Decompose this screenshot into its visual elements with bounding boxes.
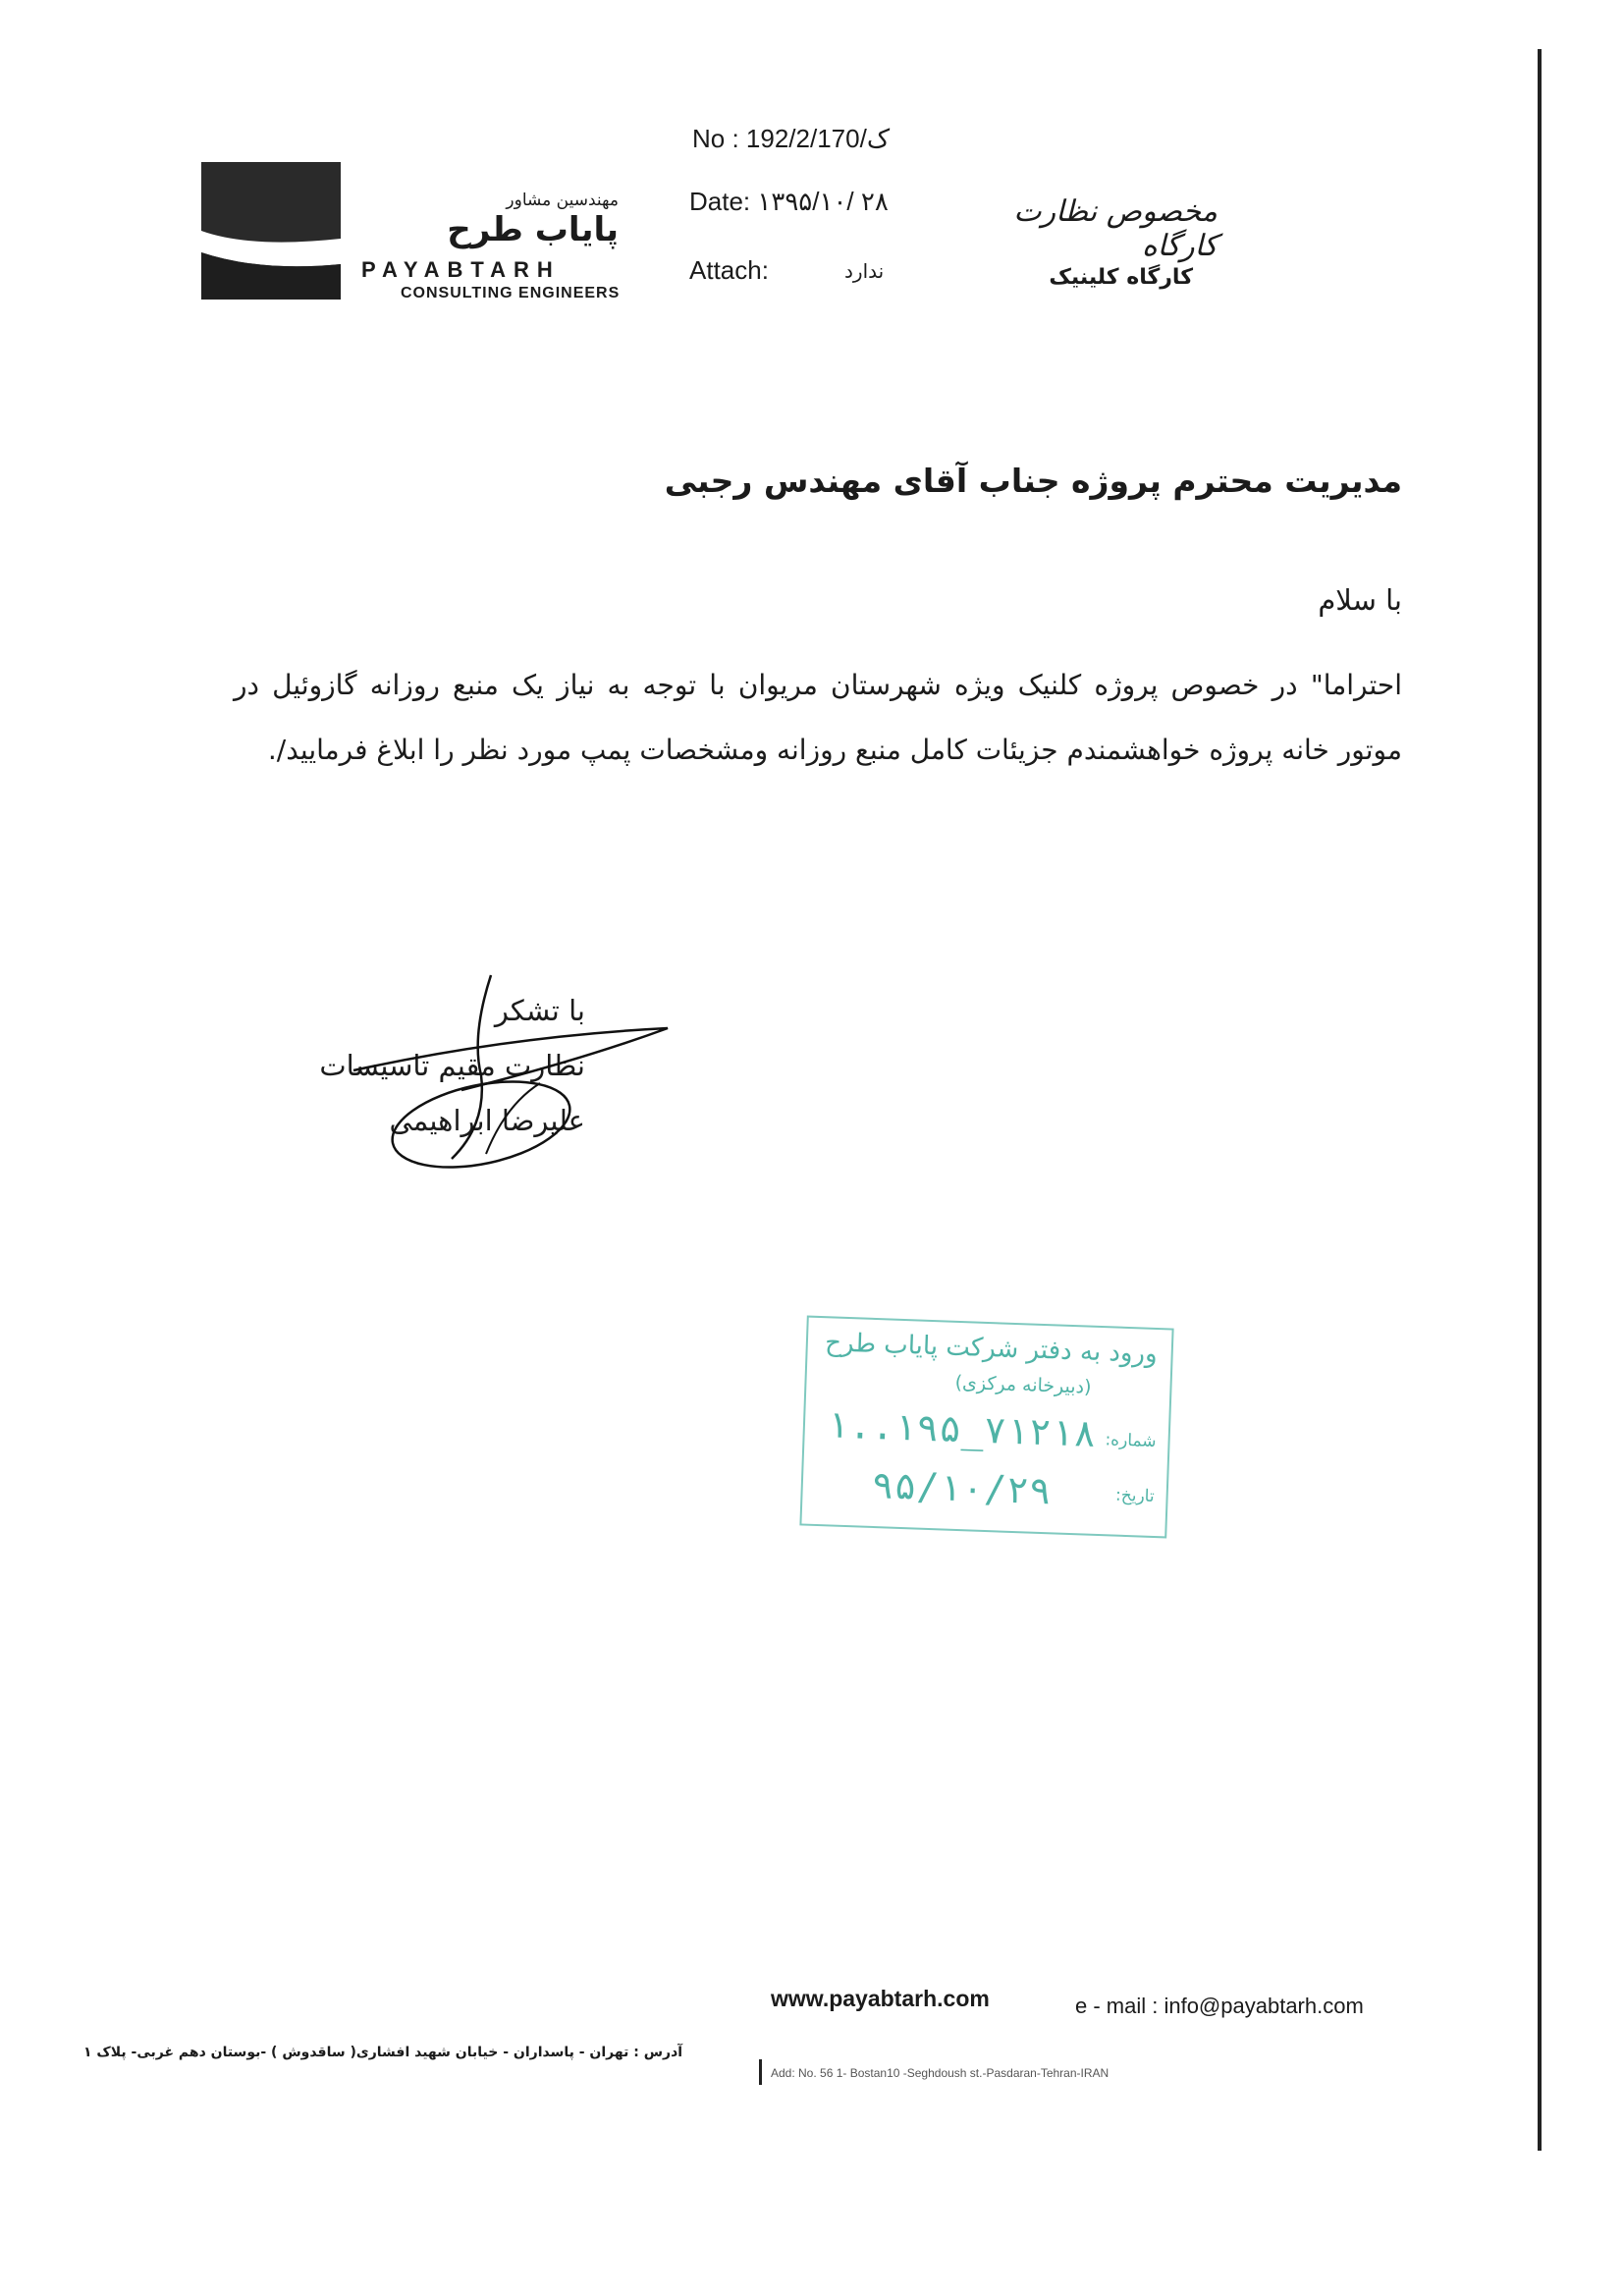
- letter-number-value: 192/2/ک/170: [745, 124, 891, 153]
- page-edge-line: [1538, 49, 1542, 2151]
- confidential-note: مخصوص نظارت کارگاه: [1013, 194, 1218, 263]
- footer-website: www.payabtarh.com: [771, 1986, 990, 2011]
- firm-subtitle-fa: مهندسین مشاور: [506, 191, 619, 210]
- stamp-date-value: ۹۵/۱۰/۲۹: [871, 1462, 1053, 1513]
- letter-attach-value: ندارد: [844, 259, 885, 283]
- company-logo: [201, 162, 341, 300]
- signature-closing: با تشکر: [494, 994, 585, 1027]
- stamp-date-label: تاریخ:: [1114, 1485, 1155, 1506]
- firm-name-en: PAYABTARH: [361, 257, 561, 282]
- signature-title: نظارت مقیم تاسیسات: [319, 1049, 585, 1082]
- footer-separator: [759, 2059, 762, 2085]
- signature-name: علیرضا ابراهیمی: [389, 1104, 585, 1137]
- footer-email: e - mail : info@payabtarh.com: [1075, 1994, 1364, 2018]
- reception-stamp: [799, 1316, 1173, 1539]
- letter-number: [692, 124, 890, 154]
- handwritten-signature: [334, 967, 687, 1174]
- letter-attach-label: Attach:: [689, 255, 769, 285]
- stamp-title: ورود به دفتر شرکت پایاب طرح: [824, 1328, 1159, 1370]
- greeting: با سلام: [1318, 583, 1402, 617]
- firm-name-fa: پایاب طرح: [447, 210, 619, 249]
- letter-paragraph: احتراما" در خصوص پروژه کلنیک ویژه شهرستان مریوان با توجه به نیاز یک منبع روزانه گازوئیل در موتور خانه پروژه خواهشمندم جزیئات کامل منبع روزانه ومشخصات پمپ مورد نظر را ابلاغ فرمایید/.: [234, 669, 1402, 766]
- letter-date: [689, 187, 889, 217]
- stamp-subtitle: (دبیرخانه مرکزی): [954, 1371, 1092, 1398]
- footer-address-en: Add: No. 56 1- Bostan10 -Seghdoush st.-Pasdaran-Tehran-IRAN: [771, 2066, 1110, 2080]
- firm-subtitle-en: CONSULTING ENGINEERS: [401, 285, 621, 301]
- footer-address-fa: آدرس : تهران - پاسداران - خیابان شهید افشاری( ساقدوش ) -بوستان دهم غربی- پلاک ۱: [83, 2045, 683, 2060]
- letter-date-label: Date:: [689, 187, 751, 216]
- site-note: کارگاه کلینیک: [1049, 265, 1193, 290]
- letter-number-label: No :: [692, 124, 739, 153]
- recipient-line: مدیریت محترم پروژه جناب آقای مهندس رجبی: [664, 462, 1402, 500]
- letter-date-value: ۱۳۹۵/۱۰/ ۲۸: [757, 187, 889, 216]
- stamp-number-label: شماره:: [1105, 1430, 1157, 1452]
- stamp-number-value: ۱..۱۹۵_۷۱۲۱۸: [826, 1402, 1098, 1455]
